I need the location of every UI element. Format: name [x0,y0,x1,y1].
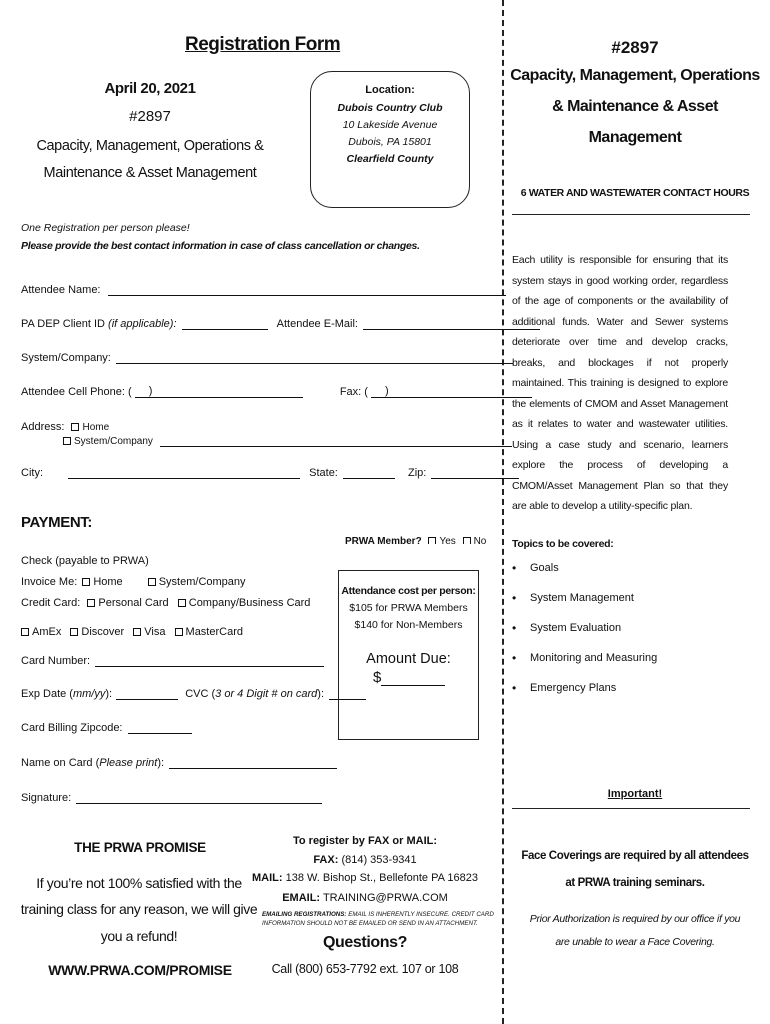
member-no-label: No [473,536,487,544]
fax-label: Fax: ( [339,386,368,398]
email-warning-line-1: EMAIL IS INHERENTLY INSECURE. CREDIT CARD [348,911,494,918]
note-contact-info: Please provide the best contact information in case of class cancellation or changes. [21,240,420,252]
city-field[interactable] [68,467,300,479]
topic-item: • System Evaluation [512,622,657,652]
address-label: Address: [21,421,65,433]
zipcode-label: Card Billing Zipcode: [21,722,123,734]
invoice-home-label: Home [93,576,123,588]
system-field[interactable] [116,352,513,364]
register-email-row [265,892,465,904]
location-county: Clearfield County [346,153,434,165]
register-mail-label: MAIL: [251,872,283,884]
cost-nonmember: $140 for Non-Members [354,619,463,631]
promise-line-1: If you’re not 100% satisfied with the [36,875,242,891]
signature-field[interactable] [76,792,322,804]
dollar-sign: $ [373,669,382,686]
cvc-close: ): [317,688,325,700]
zip-field[interactable] [431,467,519,479]
city-row [21,467,519,479]
right-title-line-3: Management [588,129,682,146]
topic-item: • Monitoring and Measuring [512,652,657,682]
exp-row [21,688,366,700]
address-row [21,421,109,433]
exp-close: ): [105,688,113,700]
mastercard-label: MasterCard [185,626,243,638]
name-on-card-label: Name on Card ( [21,757,100,769]
authorization-line-1: Prior Authorization is required by our office if you [529,913,741,925]
cell-field[interactable] [135,386,303,398]
state-field[interactable] [343,467,395,479]
member-no-checkbox[interactable] [463,537,471,544]
visa-checkbox[interactable] [133,628,141,636]
register-mail-row [250,872,480,884]
card-type-row [21,626,243,638]
card-number-field[interactable] [95,655,324,667]
promise-line-2: training class for any reason, we will give [20,901,258,917]
email-warning-line-2: INFORMATION SHOULD NOT BE EMAILED OR SEND IN AN ATTACHMENT. [262,920,478,927]
location-box [310,71,470,208]
contact-hours: 6 WATER AND WASTEWATER CONTACT HOURS [520,187,750,199]
system-label: System/Company: [21,352,111,364]
cell-label: Attendee Cell Phone: ( [21,386,132,398]
important-heading: Important! [607,788,663,800]
personal-card-checkbox[interactable] [87,599,95,607]
attendee-name-field[interactable] [108,284,506,296]
register-heading: To register by FAX or MAIL: [292,835,438,847]
promise-line-3: you a refund! [100,928,178,944]
card-number-label: Card Number: [21,655,91,667]
invoice-label: Invoice Me: [21,576,78,588]
questions-heading: Questions? [322,934,407,951]
cost-box [338,570,479,740]
register-fax-label: FAX: [313,854,339,866]
payment-heading: PAYMENT: [21,514,92,531]
location-label: Location: [365,84,415,96]
course-description: Each utility is responsible for ensuring that its system stays in good working order, regardless of the age of components or the availability of additional funds. Water and Sewer systems deteriorate over time and develop cracks, breaks, and blockages if not properly maintained. This training is designed to explore the elements of CMOM and Asset Management as it relates to water and wastewater utilities. Using a case study and scenario, learners explore the process of developing a CMOM/Asset Management Plan so that they are able to develop a utility-specific plan. [512,254,728,512]
amount-due-field[interactable] [381,670,445,686]
address-system-checkbox[interactable] [63,437,71,445]
check-option: Check (payable to PRWA) [21,555,149,567]
register-fax-row [265,854,465,866]
topic-item: • Emergency Plans [512,682,657,712]
note-one-registration: One Registration per person please! [21,222,190,234]
right-title-line-1: Capacity, Management, Operations [510,67,760,84]
form-title: Registration Form [185,34,341,55]
fax-close-paren: ) [385,385,389,397]
discover-checkbox[interactable] [70,628,78,636]
cell-close-paren: ) [148,385,153,397]
course-title-line-1: Capacity, Management, Operations & [36,138,264,154]
name-on-card-note: Please print [99,757,158,769]
discover-label: Discover [81,626,125,638]
topics-heading: Topics to be covered: [512,538,614,550]
right-title-line-2: & Maintenance & Asset [552,98,718,115]
business-card-label: Company/Business Card [188,597,311,609]
attendee-name-label: Attendee Name: [21,284,101,296]
client-id-field[interactable] [182,318,268,330]
cvc-note: 3 or 4 Digit # on card [215,688,318,700]
mask-line-1: Face Coverings are required by all attendees [521,850,749,862]
member-question [345,536,486,544]
email-warning-bold: EMAILING REGISTRATIONS: [262,911,347,918]
amex-checkbox[interactable] [21,628,29,636]
register-mail: 138 W. Bishop St., Bellefonte PA 16823 [285,872,479,884]
zipcode-row [21,722,192,734]
cost-heading: Attendance cost per person: [341,585,476,597]
important-divider [512,808,750,809]
location-venue: Dubois Country Club [337,102,443,114]
zip-label: Zip: [408,467,427,479]
email-warning [262,910,494,928]
signature-label: Signature: [21,792,72,804]
signature-row [21,792,322,804]
invoice-system-label: System/Company [158,576,246,588]
cut-line [502,0,504,1024]
register-fax: (814) 353-9341 [341,854,417,866]
system-row [21,352,513,364]
member-question-label: PRWA Member? [345,536,422,544]
client-id-row [21,318,540,330]
exp-label: Exp Date ( [21,688,73,700]
amount-due-row [373,669,478,686]
promise-link[interactable]: WWW.PRWA.COM/PROMISE [48,962,232,978]
member-yes-checkbox[interactable] [428,537,436,544]
name-on-card-row [21,757,337,769]
visa-label: Visa [144,626,166,638]
attendee-name-row [21,284,506,296]
right-course-number: #2897 [611,38,659,57]
address-system-label: System/Company [74,436,153,447]
cvc-label: CVC ( [185,688,216,700]
address-field[interactable] [160,435,512,447]
promise-heading: THE PRWA PROMISE [74,840,206,855]
address-home-label: Home [82,422,110,433]
mask-line-2: at PRWA training seminars. [565,877,705,889]
card-number-row [21,655,324,667]
business-card-checkbox[interactable] [178,599,186,607]
zipcode-field[interactable] [128,722,192,734]
topic-item: • System Management [512,592,657,622]
cost-member: $105 for PRWA Members [349,602,468,614]
invoice-row [21,576,246,588]
name-on-card-field[interactable] [169,757,337,769]
email-label: Attendee E-Mail: [276,318,358,330]
topic-item: • Goals [512,562,657,592]
phone-contact: Call (800) 653-7792 ext. 107 or 108 [271,962,459,976]
city-label: City: [21,467,43,479]
phone-row [21,386,532,398]
location-street: 10 Lakeside Avenue [342,119,438,131]
course-title-line-2: Maintenance & Asset Management [43,165,257,181]
credit-card-label: Credit Card: [21,597,81,609]
invoice-home-checkbox[interactable] [82,578,90,586]
address-home-checkbox[interactable] [71,423,79,431]
member-yes-label: Yes [439,536,456,544]
authorization-line-2: are unable to wear a Face Covering. [555,936,715,948]
location-city: Dubois, PA 15801 [348,136,432,148]
register-email-label: EMAIL: [282,892,321,904]
credit-card-row [21,597,310,609]
exp-format: mm/yy [72,688,106,700]
amount-due-label: Amount Due: [366,651,451,667]
event-date: April 20, 2021 [104,80,196,97]
address-system-row [63,435,512,447]
mastercard-checkbox[interactable] [175,628,183,636]
register-email[interactable]: TRAINING@PRWA.COM [322,892,448,904]
topics-list [512,562,657,712]
state-label: State: [309,467,338,479]
right-divider [512,214,750,215]
client-id-note: (if applicable): [108,318,177,330]
amex-label: AmEx [32,626,62,638]
course-number: #2897 [129,108,171,125]
exp-field[interactable] [116,688,178,700]
name-on-card-close: ): [157,757,165,769]
client-id-label: PA DEP Client ID [21,318,105,330]
personal-card-label: Personal Card [98,597,169,609]
invoice-system-checkbox[interactable] [148,578,156,586]
fax-field[interactable] [371,386,532,398]
